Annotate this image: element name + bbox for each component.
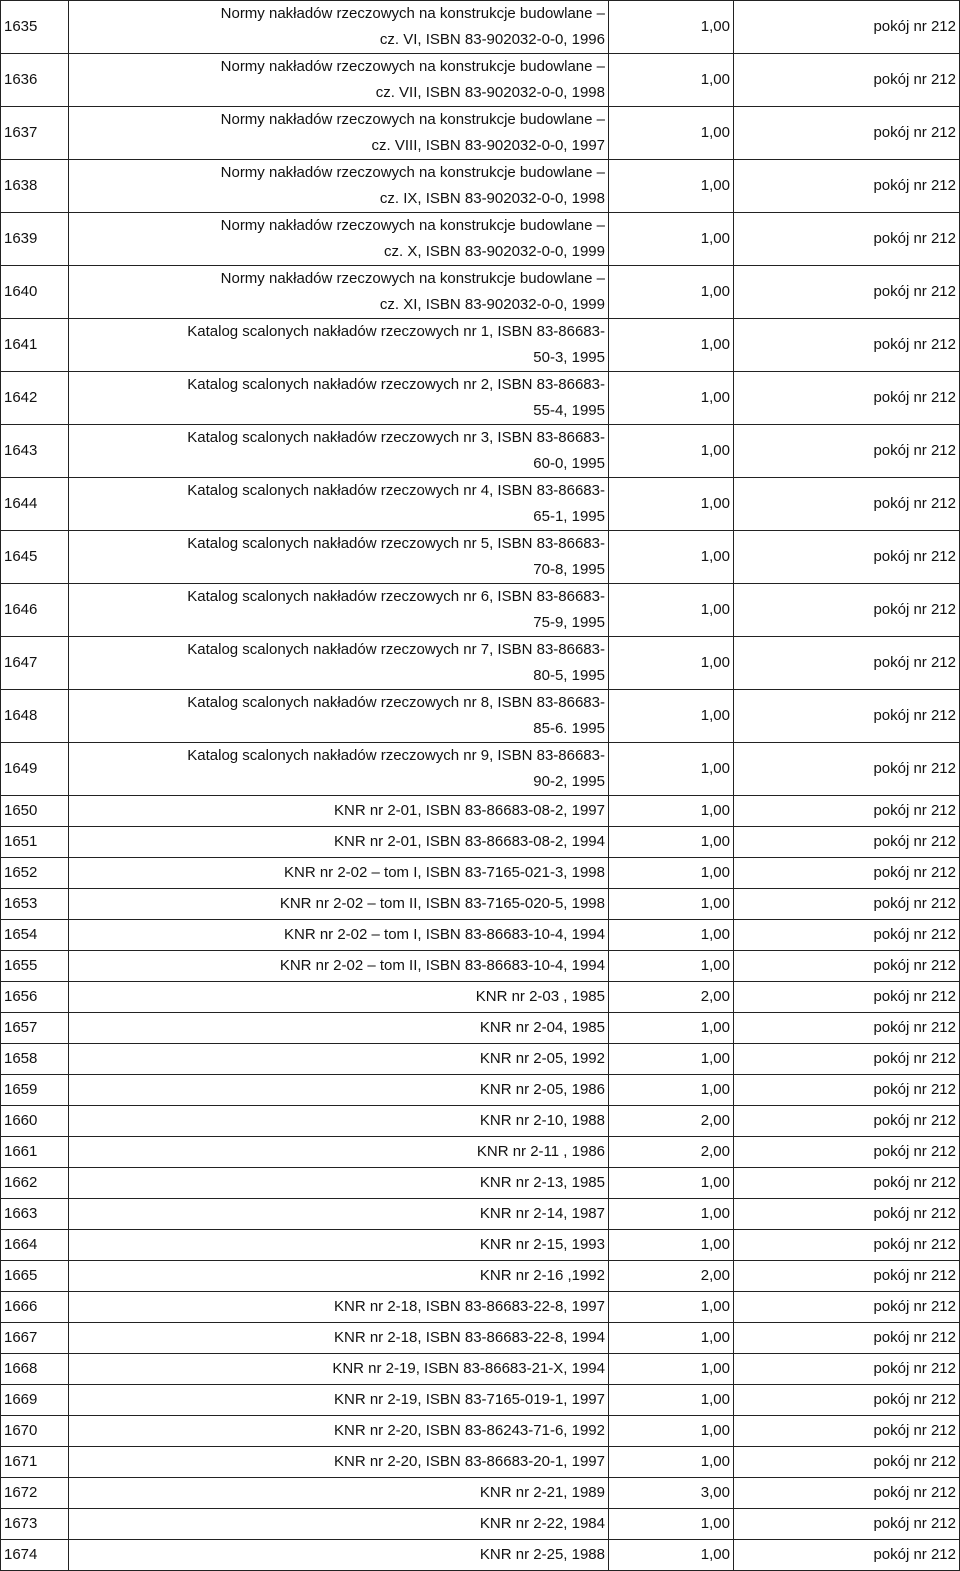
item-quantity: 1,00: [609, 1199, 734, 1230]
table-row: [1, 637, 960, 690]
item-location: pokój nr 212: [734, 1044, 960, 1075]
table-row: [1, 858, 960, 889]
row-number: 1672: [1, 1478, 69, 1509]
item-title: [69, 1230, 609, 1261]
item-title-line-1: KNR nr 2-22, 1984: [479, 1515, 605, 1532]
item-quantity: 1,00: [609, 889, 734, 920]
table-row: [1, 1199, 960, 1230]
item-quantity: 1,00: [609, 1168, 734, 1199]
table-row: [1, 951, 960, 982]
item-location: pokój nr 212: [734, 531, 960, 584]
item-title-line-1: KNR nr 2-05, 1986: [479, 1081, 605, 1098]
item-quantity: 1,00: [609, 1292, 734, 1323]
item-location: pokój nr 212: [734, 584, 960, 637]
table-row: [1, 982, 960, 1013]
item-location: pokój nr 212: [734, 1, 960, 54]
item-location: pokój nr 212: [734, 372, 960, 425]
item-location: pokój nr 212: [734, 266, 960, 319]
inventory-table-body: [1, 1, 960, 1571]
item-quantity: 1,00: [609, 266, 734, 319]
item-title: [69, 1416, 609, 1447]
item-title-line-1: KNR nr 2-18, ISBN 83-86683-22-8, 1994: [334, 1329, 605, 1346]
row-number: 1650: [1, 796, 69, 827]
item-quantity: 1,00: [609, 1385, 734, 1416]
row-number: 1671: [1, 1447, 69, 1478]
row-number: 1665: [1, 1261, 69, 1292]
item-location: pokój nr 212: [734, 319, 960, 372]
item-title-line-1: KNR nr 2-02 – tom I, ISBN 83-86683-10-4, 1994: [283, 926, 605, 943]
item-quantity: 1,00: [609, 1540, 734, 1571]
row-number: 1662: [1, 1168, 69, 1199]
table-row: [1, 531, 960, 584]
item-quantity: 1,00: [609, 1, 734, 54]
item-title-line-1: Katalog scalonych nakładów rzeczowych nr 1, ISBN 83-86683-: [187, 323, 605, 340]
item-quantity: 1,00: [609, 531, 734, 584]
item-quantity: 1,00: [609, 584, 734, 637]
item-title-line-1: KNR nr 2-01, ISBN 83-86683-08-2, 1994: [334, 833, 605, 850]
table-row: [1, 1168, 960, 1199]
item-title-line-2: 60-0, 1995: [533, 455, 605, 472]
item-title: [69, 54, 609, 107]
item-location: pokój nr 212: [734, 1509, 960, 1540]
item-title-line-1: KNR nr 2-13, 1985: [479, 1174, 605, 1191]
row-number: 1647: [1, 637, 69, 690]
item-quantity: 1,00: [609, 858, 734, 889]
item-title: [69, 637, 609, 690]
table-row: [1, 213, 960, 266]
item-title: [69, 982, 609, 1013]
item-quantity: 1,00: [609, 1075, 734, 1106]
item-quantity: 1,00: [609, 1416, 734, 1447]
row-number: 1649: [1, 743, 69, 796]
item-quantity: 1,00: [609, 1323, 734, 1354]
item-location: pokój nr 212: [734, 1013, 960, 1044]
row-number: 1638: [1, 160, 69, 213]
item-quantity: 1,00: [609, 690, 734, 743]
row-number: 1669: [1, 1385, 69, 1416]
item-quantity: 1,00: [609, 637, 734, 690]
item-title: [69, 425, 609, 478]
row-number: 1642: [1, 372, 69, 425]
row-number: 1648: [1, 690, 69, 743]
item-title-line-1: KNR nr 2-21, 1989: [479, 1484, 605, 1501]
row-number: 1660: [1, 1106, 69, 1137]
item-quantity: 1,00: [609, 827, 734, 858]
item-title-line-1: KNR nr 2-02 – tom I, ISBN 83-7165-021-3, 1998: [283, 864, 605, 881]
table-row: [1, 319, 960, 372]
row-number: 1636: [1, 54, 69, 107]
item-title: [69, 889, 609, 920]
item-title-line-1: Katalog scalonych nakładów rzeczowych nr 6, ISBN 83-86683-: [187, 588, 605, 605]
item-quantity: 1,00: [609, 372, 734, 425]
table-row: [1, 372, 960, 425]
item-title: [69, 372, 609, 425]
item-location: pokój nr 212: [734, 1168, 960, 1199]
item-title: [69, 1447, 609, 1478]
item-title: [69, 1323, 609, 1354]
item-quantity: 1,00: [609, 1044, 734, 1075]
item-title-line-1: KNR nr 2-20, ISBN 83-86683-20-1, 1997: [334, 1453, 605, 1470]
item-title-line-2: 75-9, 1995: [533, 614, 605, 631]
item-title-line-1: KNR nr 2-19, ISBN 83-7165-019-1, 1997: [334, 1391, 605, 1408]
item-title: [69, 690, 609, 743]
item-location: pokój nr 212: [734, 637, 960, 690]
row-number: 1670: [1, 1416, 69, 1447]
item-quantity: 1,00: [609, 1230, 734, 1261]
item-title-line-1: Katalog scalonych nakładów rzeczowych nr 3, ISBN 83-86683-: [187, 429, 605, 446]
row-number: 1644: [1, 478, 69, 531]
table-row: [1, 107, 960, 160]
item-title-line-1: KNR nr 2-04, 1985: [479, 1019, 605, 1036]
item-location: pokój nr 212: [734, 1540, 960, 1571]
item-quantity: 1,00: [609, 796, 734, 827]
item-quantity: 1,00: [609, 54, 734, 107]
item-title: [69, 1106, 609, 1137]
table-row: [1, 1416, 960, 1447]
item-title-line-1: KNR nr 2-15, 1993: [479, 1236, 605, 1253]
item-location: pokój nr 212: [734, 160, 960, 213]
item-title-line-2: cz. VIII, ISBN 83-902032-0-0, 1997: [371, 137, 605, 154]
item-title-line-2: 50-3, 1995: [533, 349, 605, 366]
item-location: pokój nr 212: [734, 796, 960, 827]
item-location: pokój nr 212: [734, 213, 960, 266]
table-row: [1, 1137, 960, 1168]
item-quantity: 2,00: [609, 1137, 734, 1168]
item-title-line-1: Katalog scalonych nakładów rzeczowych nr 5, ISBN 83-86683-: [187, 535, 605, 552]
item-quantity: 1,00: [609, 1354, 734, 1385]
item-title: [69, 1137, 609, 1168]
row-number: 1658: [1, 1044, 69, 1075]
row-number: 1653: [1, 889, 69, 920]
row-number: 1641: [1, 319, 69, 372]
item-title-line-2: cz. VII, ISBN 83-902032-0-0, 1998: [375, 84, 605, 101]
item-title-line-1: KNR nr 2-02 – tom II, ISBN 83-7165-020-5, 1998: [279, 895, 605, 912]
table-row: [1, 827, 960, 858]
table-row: [1, 478, 960, 531]
row-number: 1657: [1, 1013, 69, 1044]
table-row: [1, 796, 960, 827]
table-row: [1, 266, 960, 319]
item-title-line-2: cz. X, ISBN 83-902032-0-0, 1999: [384, 243, 605, 260]
row-number: 1654: [1, 920, 69, 951]
item-location: pokój nr 212: [734, 1075, 960, 1106]
item-title-line-1: Katalog scalonych nakładów rzeczowych nr 4, ISBN 83-86683-: [187, 482, 605, 499]
item-title-line-1: KNR nr 2-19, ISBN 83-86683-21-X, 1994: [332, 1360, 605, 1377]
table-row: [1, 1075, 960, 1106]
item-title-line-2: 80-5, 1995: [533, 667, 605, 684]
row-number: 1663: [1, 1199, 69, 1230]
item-location: pokój nr 212: [734, 827, 960, 858]
item-quantity: 1,00: [609, 425, 734, 478]
item-quantity: 1,00: [609, 1509, 734, 1540]
item-title: [69, 858, 609, 889]
table-row: [1, 584, 960, 637]
item-title-line-2: cz. IX, ISBN 83-902032-0-0, 1998: [379, 190, 605, 207]
item-location: pokój nr 212: [734, 889, 960, 920]
item-location: pokój nr 212: [734, 951, 960, 982]
item-quantity: 1,00: [609, 1013, 734, 1044]
item-location: pokój nr 212: [734, 107, 960, 160]
item-location: pokój nr 212: [734, 425, 960, 478]
item-location: pokój nr 212: [734, 743, 960, 796]
item-title-line-1: KNR nr 2-20, ISBN 83-86243-71-6, 1992: [334, 1422, 605, 1439]
table-row: [1, 1044, 960, 1075]
item-title: [69, 1044, 609, 1075]
item-title-line-2: 65-1, 1995: [533, 508, 605, 525]
item-title: [69, 107, 609, 160]
table-row: [1, 920, 960, 951]
row-number: 1656: [1, 982, 69, 1013]
table-row: [1, 1230, 960, 1261]
item-title: [69, 160, 609, 213]
item-location: pokój nr 212: [734, 1416, 960, 1447]
item-location: pokój nr 212: [734, 920, 960, 951]
item-location: pokój nr 212: [734, 1354, 960, 1385]
table-row: [1, 743, 960, 796]
row-number: 1659: [1, 1075, 69, 1106]
item-location: pokój nr 212: [734, 982, 960, 1013]
item-title-line-1: KNR nr 2-14, 1987: [479, 1205, 605, 1222]
item-quantity: 1,00: [609, 920, 734, 951]
item-title-line-1: Normy nakładów rzeczowych na konstrukcje budowlane –: [220, 111, 605, 128]
item-quantity: 1,00: [609, 1447, 734, 1478]
item-title-line-1: Katalog scalonych nakładów rzeczowych nr 9, ISBN 83-86683-: [187, 747, 605, 764]
item-quantity: 2,00: [609, 1261, 734, 1292]
item-title-line-1: Normy nakładów rzeczowych na konstrukcje budowlane –: [220, 217, 605, 234]
item-location: pokój nr 212: [734, 1447, 960, 1478]
row-number: 1661: [1, 1137, 69, 1168]
row-number: 1651: [1, 827, 69, 858]
item-title-line-1: KNR nr 2-02 – tom II, ISBN 83-86683-10-4, 1994: [279, 957, 605, 974]
table-row: [1, 1106, 960, 1137]
table-row: [1, 1354, 960, 1385]
item-location: pokój nr 212: [734, 1323, 960, 1354]
item-title: [69, 531, 609, 584]
item-title-line-1: KNR nr 2-10, 1988: [479, 1112, 605, 1129]
item-title: [69, 319, 609, 372]
table-row: [1, 1013, 960, 1044]
item-title: [69, 1199, 609, 1230]
item-location: pokój nr 212: [734, 1230, 960, 1261]
item-title-line-1: Normy nakładów rzeczowych na konstrukcje budowlane –: [220, 58, 605, 75]
row-number: 1637: [1, 107, 69, 160]
item-location: pokój nr 212: [734, 1478, 960, 1509]
table-row: [1, 1292, 960, 1323]
item-title-line-1: KNR nr 2-03 , 1985: [475, 988, 605, 1005]
item-title: [69, 1, 609, 54]
row-number: 1639: [1, 213, 69, 266]
table-row: [1, 1509, 960, 1540]
item-title-line-2: 90-2, 1995: [533, 773, 605, 790]
table-row: [1, 1261, 960, 1292]
item-title: [69, 796, 609, 827]
row-number: 1674: [1, 1540, 69, 1571]
item-title-line-2: 70-8, 1995: [533, 561, 605, 578]
item-title: [69, 743, 609, 796]
item-title: [69, 213, 609, 266]
item-title-line-1: KNR nr 2-11 , 1986: [476, 1143, 605, 1160]
item-location: pokój nr 212: [734, 478, 960, 531]
item-title: [69, 1509, 609, 1540]
row-number: 1668: [1, 1354, 69, 1385]
item-title: [69, 478, 609, 531]
item-location: pokój nr 212: [734, 690, 960, 743]
row-number: 1640: [1, 266, 69, 319]
item-quantity: 1,00: [609, 951, 734, 982]
item-title-line-1: Katalog scalonych nakładów rzeczowych nr 2, ISBN 83-86683-: [187, 376, 605, 393]
item-quantity: 3,00: [609, 1478, 734, 1509]
item-location: pokój nr 212: [734, 1137, 960, 1168]
item-title-line-1: Normy nakładów rzeczowych na konstrukcje budowlane –: [220, 5, 605, 22]
table-row: [1, 160, 960, 213]
item-title: [69, 1168, 609, 1199]
item-title: [69, 1013, 609, 1044]
table-row: [1, 54, 960, 107]
item-title: [69, 584, 609, 637]
item-location: pokój nr 212: [734, 1261, 960, 1292]
item-location: pokój nr 212: [734, 1292, 960, 1323]
item-title: [69, 920, 609, 951]
item-quantity: 1,00: [609, 478, 734, 531]
item-title-line-1: KNR nr 2-25, 1988: [479, 1546, 605, 1563]
item-title: [69, 1292, 609, 1323]
item-title: [69, 1478, 609, 1509]
row-number: 1643: [1, 425, 69, 478]
table-row: [1, 1478, 960, 1509]
item-title-line-1: KNR nr 2-18, ISBN 83-86683-22-8, 1997: [334, 1298, 605, 1315]
table-row: [1, 690, 960, 743]
item-quantity: 1,00: [609, 160, 734, 213]
row-number: 1652: [1, 858, 69, 889]
item-title: [69, 827, 609, 858]
table-row: [1, 1, 960, 54]
row-number: 1645: [1, 531, 69, 584]
item-title: [69, 1354, 609, 1385]
table-row: [1, 425, 960, 478]
row-number: 1635: [1, 1, 69, 54]
item-title-line-1: Normy nakładów rzeczowych na konstrukcje budowlane –: [220, 270, 605, 287]
row-number: 1655: [1, 951, 69, 982]
row-number: 1646: [1, 584, 69, 637]
item-title: [69, 951, 609, 982]
item-location: pokój nr 212: [734, 858, 960, 889]
table-row: [1, 889, 960, 920]
table-row: [1, 1385, 960, 1416]
item-quantity: 2,00: [609, 982, 734, 1013]
row-number: 1664: [1, 1230, 69, 1261]
item-title: [69, 1385, 609, 1416]
item-title-line-2: cz. VI, ISBN 83-902032-0-0, 1996: [379, 31, 605, 48]
item-title-line-2: cz. XI, ISBN 83-902032-0-0, 1999: [379, 296, 605, 313]
item-title: [69, 1261, 609, 1292]
item-quantity: 2,00: [609, 1106, 734, 1137]
item-location: pokój nr 212: [734, 1385, 960, 1416]
item-title: [69, 266, 609, 319]
item-quantity: 1,00: [609, 319, 734, 372]
item-title: [69, 1075, 609, 1106]
row-number: 1667: [1, 1323, 69, 1354]
item-location: pokój nr 212: [734, 54, 960, 107]
item-quantity: 1,00: [609, 743, 734, 796]
item-title-line-2: 85-6. 1995: [533, 720, 605, 737]
item-title-line-2: 55-4, 1995: [533, 402, 605, 419]
item-title-line-1: Katalog scalonych nakładów rzeczowych nr 8, ISBN 83-86683-: [187, 694, 605, 711]
item-title-line-1: Normy nakładów rzeczowych na konstrukcje budowlane –: [220, 164, 605, 181]
item-quantity: 1,00: [609, 213, 734, 266]
item-title-line-1: Katalog scalonych nakładów rzeczowych nr 7, ISBN 83-86683-: [187, 641, 605, 658]
table-row: [1, 1323, 960, 1354]
item-quantity: 1,00: [609, 107, 734, 160]
row-number: 1673: [1, 1509, 69, 1540]
table-row: [1, 1447, 960, 1478]
item-title-line-1: KNR nr 2-05, 1992: [479, 1050, 605, 1067]
item-title-line-1: KNR nr 2-01, ISBN 83-86683-08-2, 1997: [334, 802, 605, 819]
item-title-line-1: KNR nr 2-16 ,1992: [479, 1267, 605, 1284]
item-location: pokój nr 212: [734, 1199, 960, 1230]
row-number: 1666: [1, 1292, 69, 1323]
item-location: pokój nr 212: [734, 1106, 960, 1137]
